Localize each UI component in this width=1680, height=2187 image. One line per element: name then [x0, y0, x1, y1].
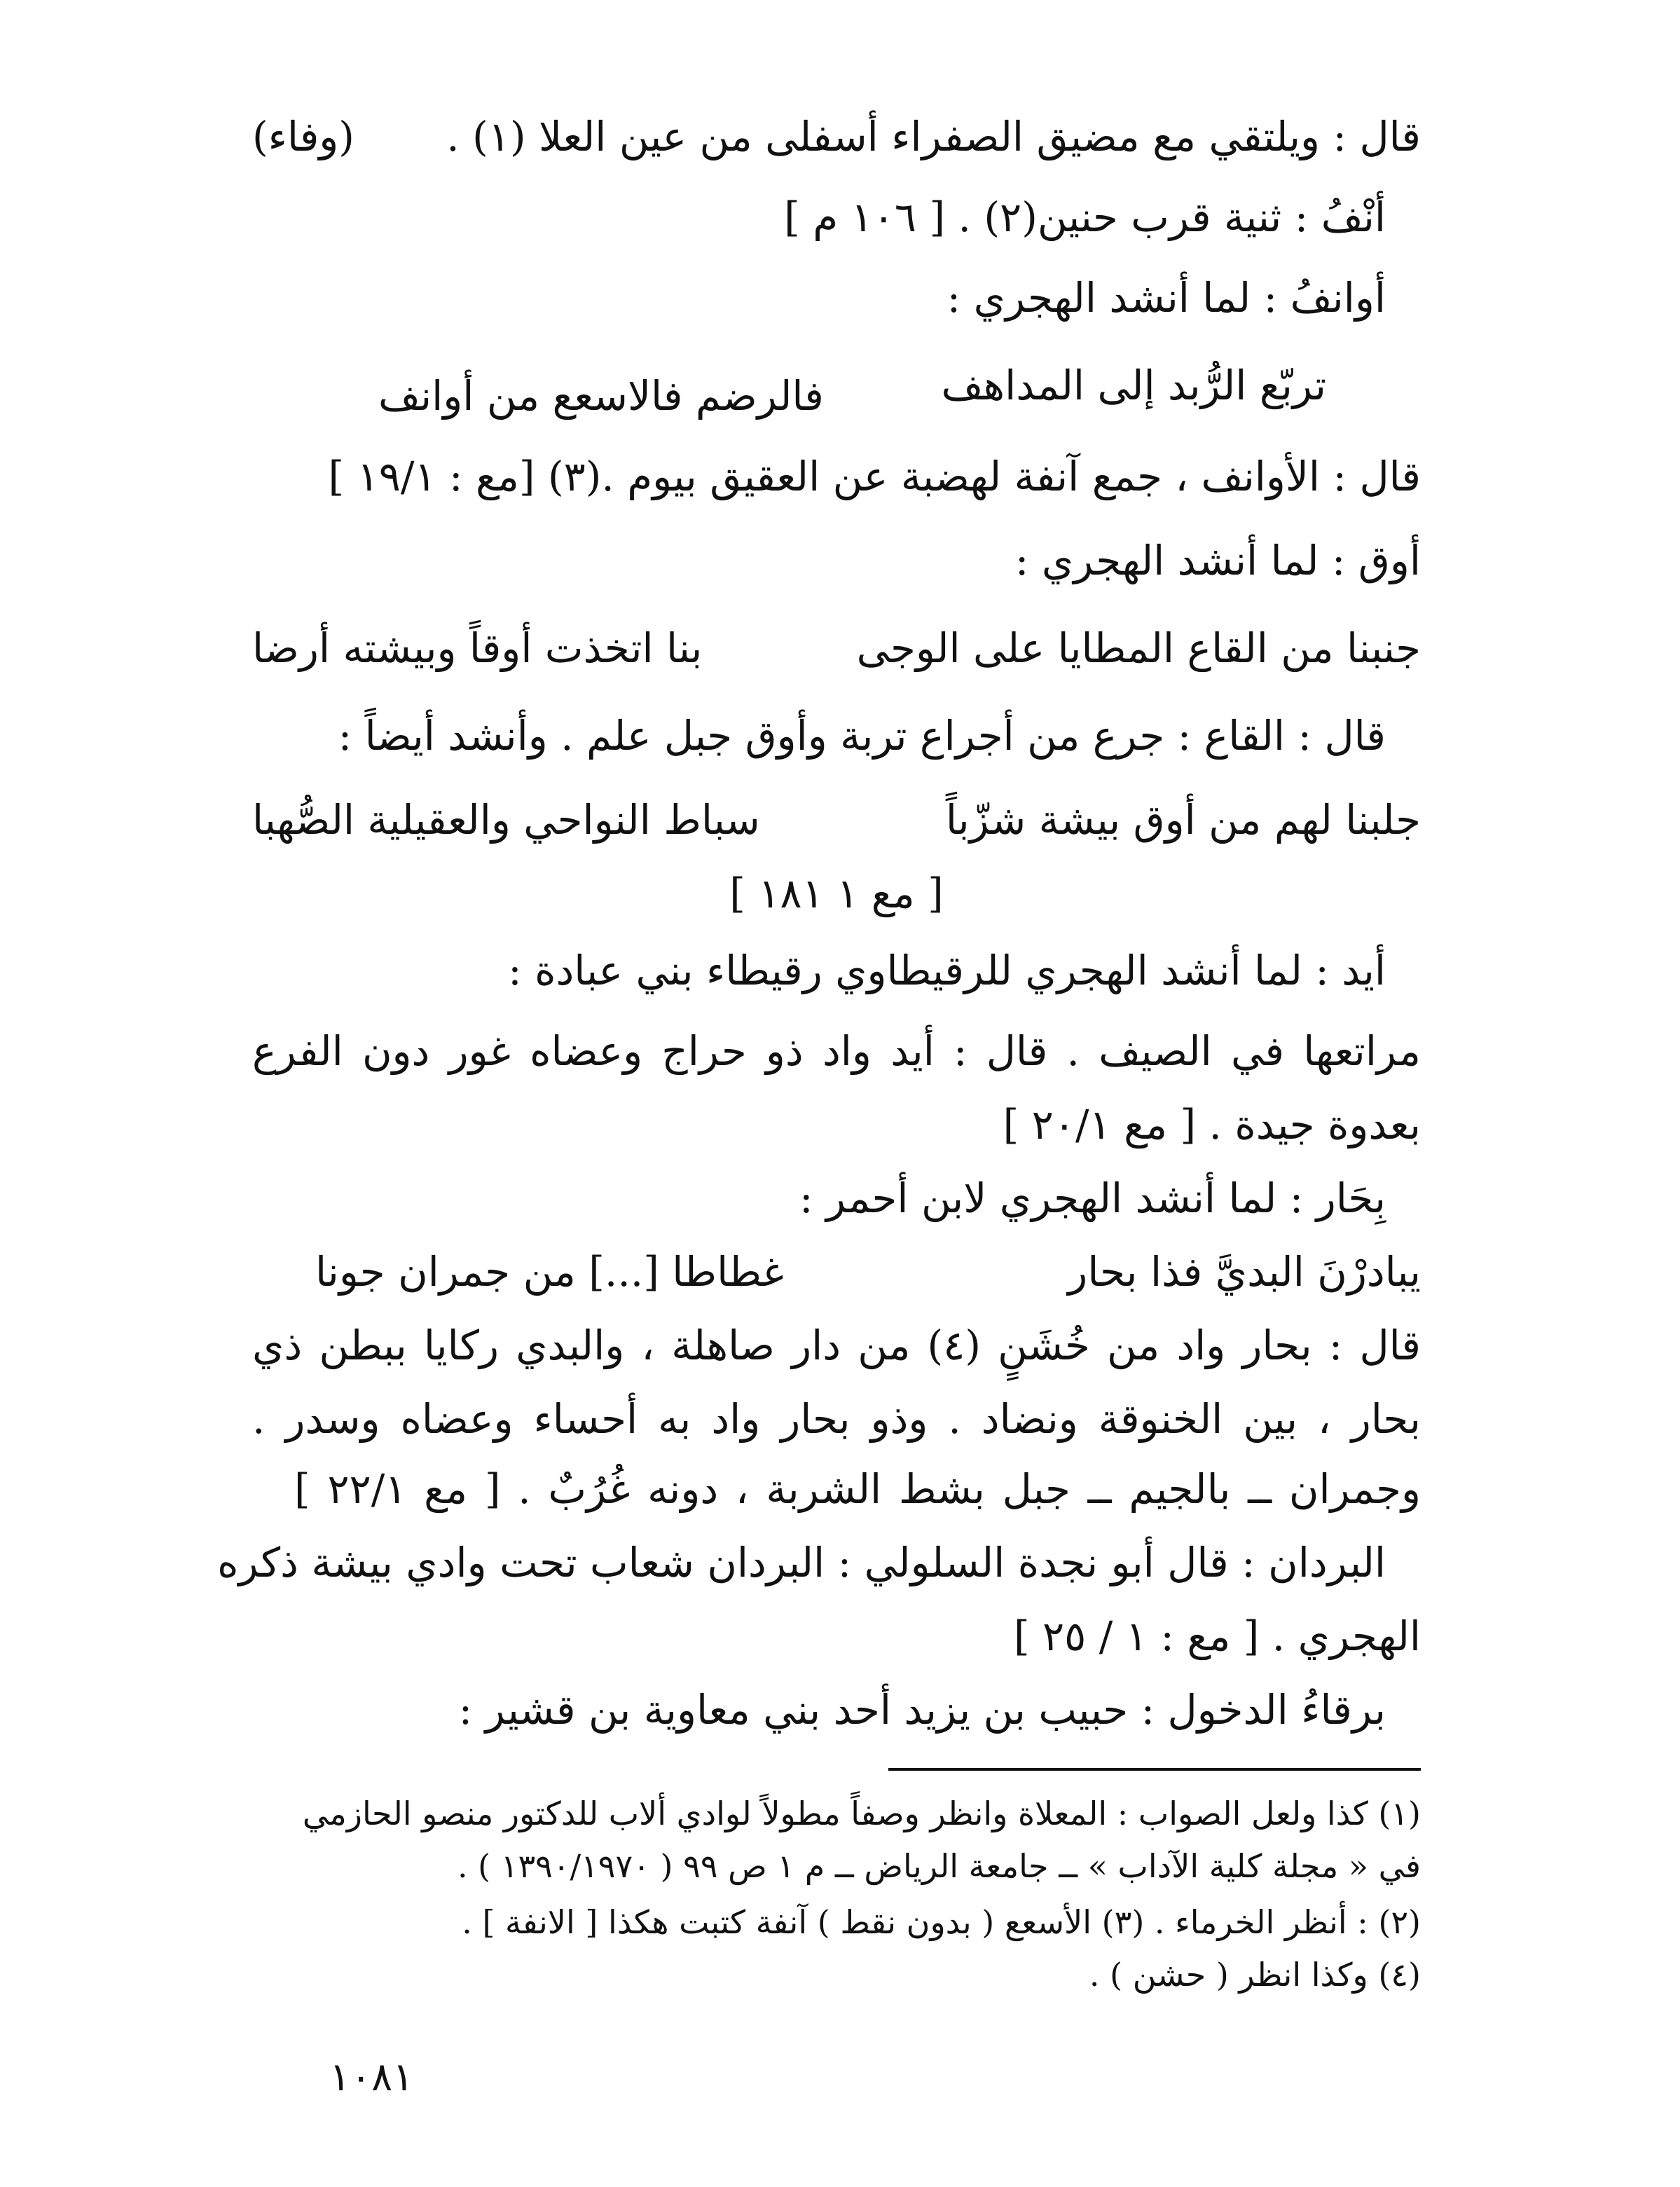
text-line: قال : ويلتقي مع مضيق الصفراء أسفلى من عين العلا (١) . — [446, 113, 1421, 160]
verse-hemistich-second: سباط النواحي والعقيلية الصُّهبا — [252, 796, 760, 844]
footnote: في « مجلة كلية الآداب » ــ جامعة الرياض ــ م ١ ص ٩٩ ( ١٣٩٠/١٩٧٠ ) . — [457, 1847, 1421, 1885]
entry-heading: أيد : لما أنشد الهجري للرقيطاوي رقيطاء بني عبادة : — [508, 947, 1386, 994]
verse-hemistich-first: جنبنا من القاع المطايا على الوجى — [856, 624, 1421, 672]
text-line: الهجري . [ مع : ١ / ٢٥ ] — [1013, 1612, 1421, 1660]
text-line: بحار ، بين الخنوقة ونضاد . وذو بحار واد به أحساء وعضاه وسدر . — [252, 1395, 1421, 1443]
verse-hemistich-second: بنا اتخذت أوقاً وبيشته أرضا — [252, 624, 703, 672]
verse-hemistich-second: غطاطا [...] من جمران جونا — [315, 1248, 784, 1296]
entry-heading: أنْفُ : ثنية قرب حنين(٢) . [ ١٠٦ م ] — [784, 193, 1386, 241]
text-line: قال : الأوانف ، جمع آنفة لهضبة عن العقيق بيوم .(٣) [مع : ١٩/١ ] — [328, 453, 1421, 500]
footnote: (٤) وكذا انظر ( حشن ) . — [1089, 1956, 1421, 1994]
reference: [ مع ١ ١٨١ ] — [729, 870, 944, 917]
entry-heading: أوق : لما أنشد الهجري : — [1014, 537, 1421, 584]
verse-hemistich-second: فالرضم فالاسعع من أوانف — [378, 372, 824, 420]
entry-heading: بِحَار : لما أنشد الهجري لابن أحمر : — [799, 1174, 1386, 1222]
verse-hemistich-first: تربّع الرُّبد إلى المداهف — [941, 362, 1326, 409]
footnote: (٢) : أنظر الخرماء . (٣) الأسعع ( بدون نقط ) آنفة كتبت هكذا [ الانفة ] . — [462, 1903, 1421, 1941]
verse-hemistich-first: جلبنا لهم من أوق بيشة شزّباً — [945, 796, 1421, 844]
footnote-separator — [888, 1768, 1421, 1771]
text-line: البردان : قال أبو نجدة السلولي : البردان شعاب تحت وادي بيشة ذكره — [217, 1539, 1386, 1586]
text-line: مراتعها في الصيف . قال : أيد واد ذو حراج وعضاه غور دون الفرع — [252, 1027, 1421, 1075]
entry-heading: أوانفُ : لما أنشد الهجري : — [946, 274, 1386, 322]
margin-tag: (وفاء) — [252, 113, 354, 160]
text-line: وجمران ــ بالجيم ــ جبل بشط الشربة ، دونه غُرُبٌ . [ مع ٢٢/١ ] — [294, 1465, 1421, 1513]
text-line: قال : القاع : جرع من أجراع تربة وأوق جبل علم . وأنشد أيضاً : — [338, 712, 1386, 760]
text-line: بعدوة جيدة . [ مع ٢٠/١ ] — [1003, 1101, 1421, 1149]
verse-hemistich-first: يبادرْنَ البديَّ فذا بحار — [1068, 1248, 1421, 1296]
text-line: قال : بحار واد من خُشَنٍ (٤) من دار صاهلة ، والبدي ركايا ببطن ذي — [252, 1322, 1421, 1369]
entry-heading: برقاءُ الدخول : حبيب بن يزيد أحد بني معاوية بن قشير : — [458, 1686, 1386, 1734]
page-number: ١٠٨١ — [329, 2055, 414, 2100]
footnote: (١) كذا ولعل الصواب : المعلاة وانظر وصفاً مطولاً لوادي ألاب للدكتور منصو الحازمي — [302, 1795, 1421, 1832]
